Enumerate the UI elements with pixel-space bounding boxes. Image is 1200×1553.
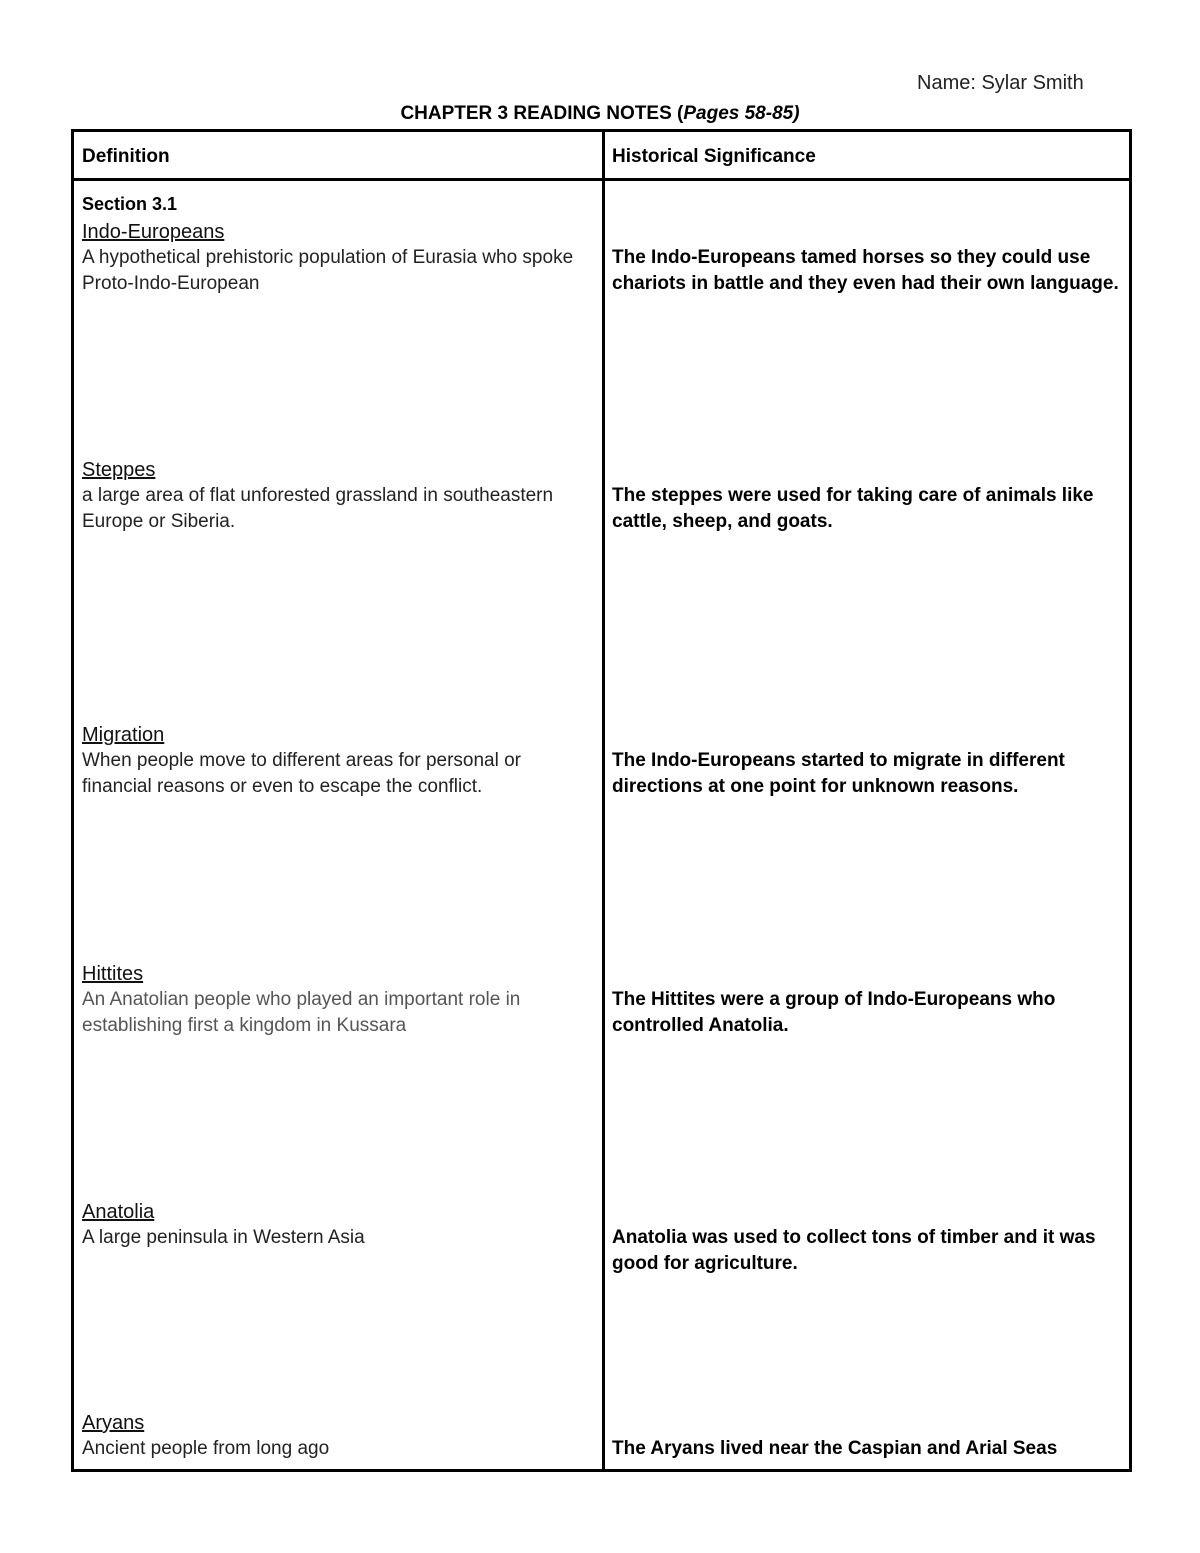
page-title-pages: Pages 58-85): [683, 103, 800, 124]
definition-hittites: An Anatolian people who played an important role in establishing first a kingdom in Kussara: [82, 989, 521, 1036]
column-header-definition: Definition: [82, 146, 170, 167]
header-divider: [74, 178, 1129, 181]
term-hittites: Hittites: [82, 963, 144, 985]
page-title-main: CHAPTER 3 READING NOTES (: [400, 103, 684, 124]
term-aryans: Aryans: [82, 1412, 145, 1434]
column-header-significance: Historical Significance: [612, 146, 816, 167]
significance-anatolia: Anatolia was used to collect tons of timber and it was good for agriculture.: [612, 1227, 1096, 1274]
term-indo-europeans: Indo-Europeans: [82, 221, 225, 243]
definition-migration: When people move to different areas for personal or financial reasons or even to escape the conflict.: [82, 750, 522, 797]
definition-indo-europeans: A hypothetical prehistoric population of Eurasia who spoke Proto-Indo-European: [82, 247, 574, 294]
definition-steppes: a large area of flat unforested grassland in southeastern Europe or Siberia.: [82, 485, 554, 532]
student-name: Name: Sylar Smith: [917, 72, 1084, 94]
definition-anatolia: A large peninsula in Western Asia: [82, 1227, 365, 1248]
significance-steppes: The steppes were used for taking care of animals like cattle, sheep, and goats.: [612, 485, 1094, 532]
section-label: Section 3.1: [82, 194, 178, 214]
term-anatolia: Anatolia: [82, 1201, 155, 1223]
column-divider: [602, 132, 605, 1469]
significance-aryans: The Aryans lived near the Caspian and Arial Seas: [612, 1438, 1058, 1459]
significance-migration: The Indo-Europeans started to migrate in different directions at one point for unknown reasons.: [612, 750, 1065, 797]
significance-indo-europeans: The Indo-Europeans tamed horses so they could use chariots in battle and they even had their own language.: [612, 247, 1119, 294]
term-migration: Migration: [82, 724, 165, 746]
page-title: [0, 103, 1200, 125]
term-steppes: Steppes: [82, 459, 156, 481]
significance-hittites: The Hittites were a group of Indo-Europeans who controlled Anatolia.: [612, 989, 1056, 1036]
notes-table: [71, 129, 1132, 1472]
definition-aryans: Ancient people from long ago: [82, 1438, 330, 1459]
